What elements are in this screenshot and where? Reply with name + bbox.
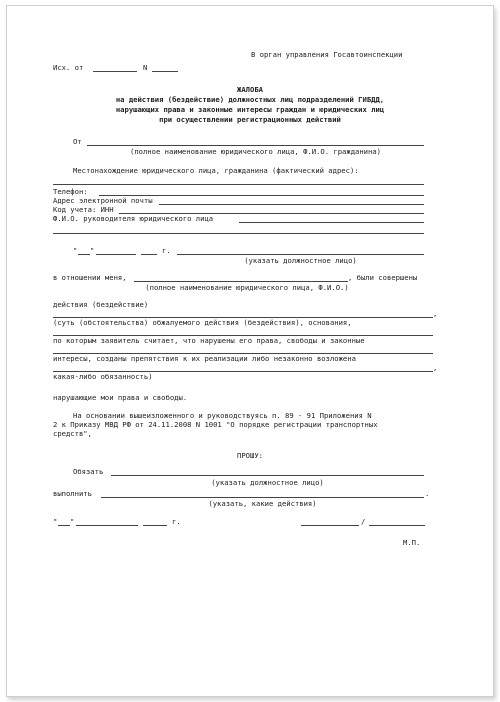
- director-label: Ф.И.О. руководителя юридического лица: [53, 214, 214, 223]
- date-month-line: [96, 254, 136, 255]
- were-committed: , были совершены: [348, 273, 418, 282]
- grounds-line-b: интересы, созданы препятствия к их реализации либо незаконно возложена: [53, 354, 356, 363]
- org-line: [134, 281, 348, 282]
- phone-label: Телефон:: [53, 187, 88, 196]
- org-hint: (полное наименование юридического лица, Ф.И.О.): [145, 283, 349, 292]
- date-quote-open: ": [73, 246, 78, 255]
- request-title: ПРОШУ:: [237, 451, 263, 460]
- sign-year-suffix: г.: [172, 517, 181, 526]
- official-line: [177, 254, 424, 255]
- date-day-line: [78, 254, 90, 255]
- perform-line: [101, 497, 424, 498]
- grounds-line-a: по которым заявитель считает, что нарушены его права, свободы и законные: [53, 336, 365, 345]
- ref-number-line: [152, 71, 178, 72]
- title-line-1: ЖАЛОБА: [237, 85, 263, 94]
- address-line: [53, 184, 424, 185]
- actions-label: действия (бездействие): [53, 300, 149, 309]
- actions-comma: ,: [433, 309, 438, 318]
- inn-label: Код учета: ИНН: [53, 205, 114, 214]
- director-line: [239, 222, 424, 223]
- basis-line-2: 2 к Приказу МВД РФ от 24.11.2008 N 1001 "О порядке регистрации транспортных: [53, 420, 378, 429]
- grounds-line-c: какая-либо обязанность): [53, 372, 153, 381]
- signature-name-line: [369, 525, 425, 526]
- grounds-comma: ,: [433, 363, 438, 372]
- ref-number-sign: N: [143, 63, 148, 72]
- perform-label: выполнить: [53, 489, 92, 498]
- sign-quote-close: ": [70, 517, 75, 526]
- title-line-4: при осуществлении регистрационных действий: [159, 115, 341, 124]
- ref-date-line: [93, 71, 137, 72]
- oblige-hint: (указать должностное лицо): [211, 478, 324, 487]
- from-line: [87, 145, 424, 146]
- violating-text: нарушающие мои права и свободы.: [53, 393, 188, 402]
- director-line-2: [53, 233, 424, 234]
- sign-slash: /: [361, 517, 366, 526]
- essence-hint: (суть (обстоятельства) обжалуемого действия (бездействия), основания,: [53, 318, 352, 327]
- title-line-2: на действия (бездействие) должностных лиц подразделений ГИБДД,: [115, 95, 385, 104]
- oblige-label: Обязать: [73, 467, 104, 476]
- sign-year-line: [143, 525, 167, 526]
- document-page: [6, 5, 494, 697]
- email-label: Адрес электронной почты: [53, 196, 153, 205]
- from-label: От: [73, 137, 82, 146]
- address-label: Местонахождение юридического лица, гражданина (фактический адрес):: [73, 166, 359, 175]
- date-year-suffix: г.: [162, 246, 171, 255]
- email-line: [159, 204, 424, 205]
- perform-dot: .: [425, 489, 430, 498]
- from-hint: (полное наименование юридического лица, Ф.И.О. гражданина): [130, 147, 381, 156]
- date-quote-close: ": [90, 246, 95, 255]
- official-hint: (указать должностное лицо): [244, 256, 357, 265]
- stamp-mark: М.П.: [403, 538, 421, 547]
- signature-line: [301, 525, 359, 526]
- sign-day-line: [58, 525, 70, 526]
- title-line-3: нарушающих права и законные интересы граждан и юридических лиц: [115, 105, 385, 114]
- sign-month-line: [76, 525, 138, 526]
- date-year-line: [141, 254, 157, 255]
- basis-line-1: На основании вышеизложенного и руководствуясь п. 89 - 91 Приложения N: [73, 411, 372, 420]
- perform-hint: (указать, какие действия): [208, 499, 317, 508]
- against-me: в отношении меня,: [53, 273, 127, 282]
- basis-line-3: средств",: [53, 429, 92, 438]
- sign-quote-open: ": [53, 517, 58, 526]
- recipient: В орган управления Госавтоинспекции: [251, 50, 403, 59]
- ref-prefix: Исх. от: [53, 63, 84, 72]
- oblige-line: [111, 475, 424, 476]
